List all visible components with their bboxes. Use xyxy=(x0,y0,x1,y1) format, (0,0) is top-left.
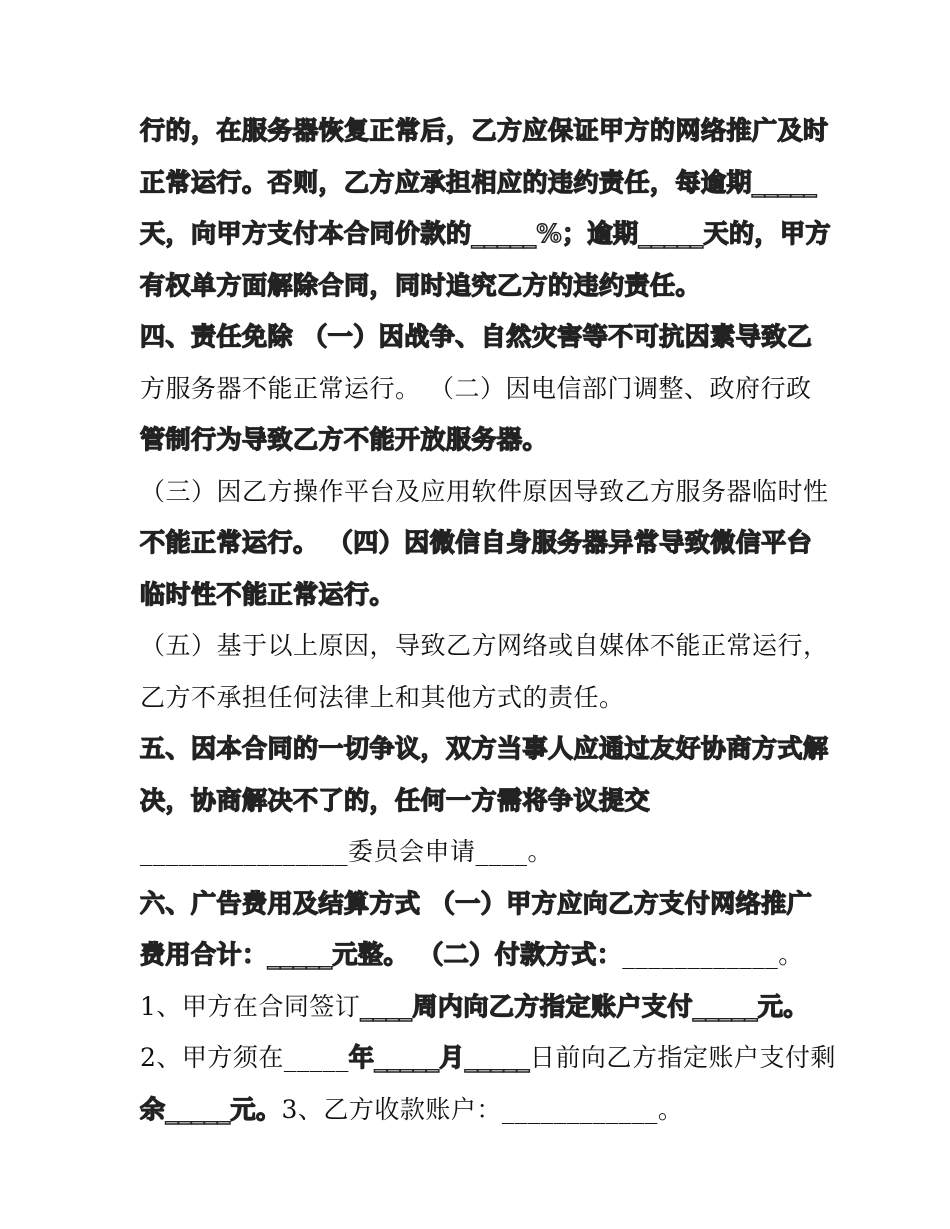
line-segment: 临时性不能正常运行。 xyxy=(140,580,396,609)
line-segment: 余_____元。 xyxy=(140,1095,282,1124)
text-line-9 xyxy=(140,527,820,559)
line-segment: 日前向乙方指定账户支付剩 xyxy=(529,1043,836,1072)
line-segment: 有权单方面解除合同，同时追究乙方的违约责任。 xyxy=(140,271,702,300)
line-segment: 3、乙方收款账户：____________。 xyxy=(281,1095,684,1124)
text-line-18 xyxy=(140,991,820,1023)
text-line-19 xyxy=(140,1042,836,1074)
line-segment: 管制行为导致乙方不能开放服务器。 xyxy=(140,425,549,454)
text-line-4 xyxy=(140,270,820,302)
text-line-15 xyxy=(140,836,820,868)
text-line-6 xyxy=(140,373,820,405)
line-segment: 决，协商解决不了的，任何一方需将争议提交 xyxy=(140,786,651,815)
line-segment: 2、甲方须在_____ xyxy=(140,1043,349,1072)
text-line-3 xyxy=(140,218,832,250)
line-segment: 乙方不承担任何法律上和其他方式的责任。 xyxy=(140,683,625,712)
text-line-2 xyxy=(140,167,820,199)
line-segment: 年_____月_____ xyxy=(348,1043,530,1072)
text-line-11 xyxy=(140,630,829,662)
text-line-20 xyxy=(140,1094,820,1126)
text-line-5 xyxy=(140,321,820,353)
line-segment: （五）基于以上原因，导致乙方网络或自媒体不能正常运行， xyxy=(140,631,829,660)
line-segment: 天，向甲方支付本合同价款的_____%；逾期_____天的，甲方 xyxy=(140,219,832,248)
line-segment: ________________委员会申请____。 xyxy=(140,837,554,866)
line-segment: 费用合计：_____元整。 （二）付款方式： xyxy=(140,940,623,969)
line-segment: 行的，在服务器恢复正常后，乙方应保证甲方的网络推广及时 xyxy=(140,116,829,145)
text-line-16 xyxy=(140,888,820,920)
line-segment: 方服务器不能正常运行。 （二）因电信部门调整、政府行政 xyxy=(140,374,812,403)
line-segment: 正常运行。否则，乙方应承担相应的违约责任，每逾期_____ xyxy=(140,168,818,197)
line-segment: 1、甲方在合同签订 xyxy=(140,992,361,1021)
text-line-1 xyxy=(140,115,829,147)
line-segment: （三）因乙方操作平台及应用软件原因导致乙方服务器临时性 xyxy=(140,477,829,506)
text-line-7 xyxy=(140,424,820,456)
text-line-10 xyxy=(140,579,820,611)
line-segment: ____周内向乙方指定账户支付_____元。 xyxy=(360,992,809,1021)
line-segment: 六、广告费用及结算方式 （一）甲方应向乙方支付网络推广 xyxy=(140,889,813,918)
text-line-13 xyxy=(140,733,829,765)
line-segment: 不能正常运行。 （四）因微信自身服务器异常导致微信平台 xyxy=(140,528,813,557)
text-line-17 xyxy=(140,939,820,971)
text-line-12 xyxy=(140,682,820,714)
text-line-8 xyxy=(140,476,829,508)
line-segment: 五、因本合同的一切争议，双方当事人应通过友好协商方式解 xyxy=(140,734,829,763)
text-line-14 xyxy=(140,785,820,817)
line-segment: ____________。 xyxy=(622,940,804,969)
line-segment: 四、责任免除 （一）因战争、自然灾害等不可抗因素导致乙 xyxy=(140,322,813,351)
